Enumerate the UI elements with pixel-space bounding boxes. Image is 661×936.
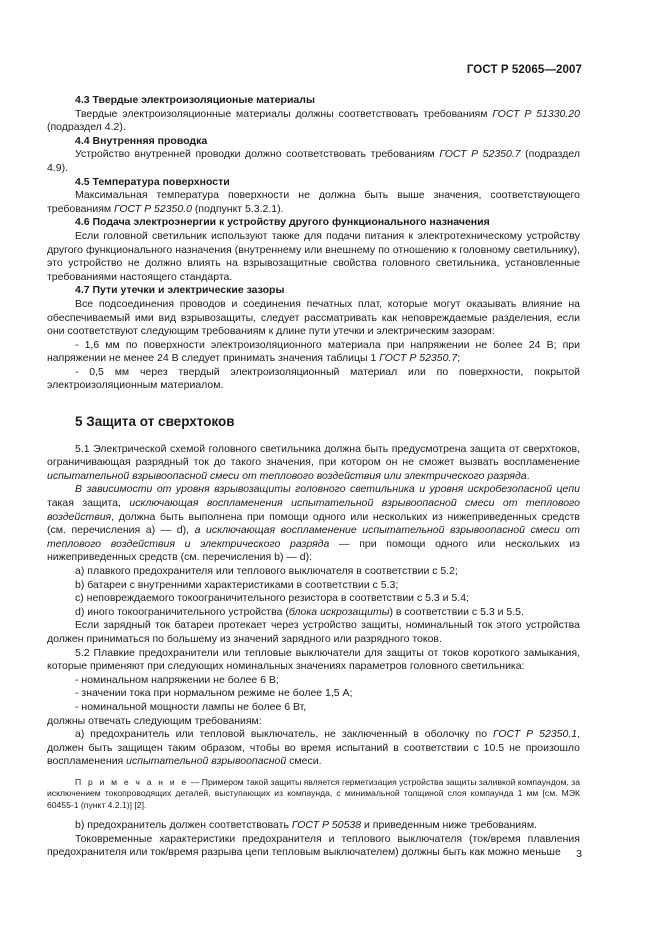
dash-item-power: - номинальной мощности лампы не более 6 Вт, — [75, 700, 307, 713]
section-4-6-title: 4.6 Подача электроэнергии к устройству другого функционального назначения — [75, 216, 490, 229]
note-label: П р и м е ч а н и е — [75, 776, 189, 787]
dash-item-voltage: - номинальном напряжении не более 6 В; — [75, 673, 279, 686]
document-id: ГОСТ Р 52065—2007 — [466, 64, 582, 76]
page-number: 3 — [576, 848, 582, 860]
section-4-7-text: Все подсоединения проводов и соединения печатных плат, которые могут оказывать влияние на обеспечиваемый ими вид взрывозащиты, следует рассматривать как неповреждаемые разделения, если они соответствуют следующим требованиям к длине пути утечки и электрическим зазорам: — [47, 297, 580, 338]
standard-ref: ГОСТ Р 52350.0 — [114, 202, 192, 215]
note — [47, 777, 580, 811]
section-4-3-text: Твердые электроизоляционные материалы должны соответствовать требованиям ГОСТ Р 51330.20 (подраздел 4.2). — [47, 107, 580, 134]
list-item-a: a) плавкого предохранителя или теплового выключателя в соответствии с 5.2; — [75, 565, 458, 577]
section-4-5-text: Максимальная температура поверхности не должна быть выше значения, соответствующего требованиям ГОСТ Р 52350.0 (подпункт 5.3.2.1). — [47, 189, 580, 215]
standard-ref: ГОСТ Р 52350.7 — [439, 148, 521, 161]
document-body — [47, 94, 580, 860]
section-4-6-text: Если головной светильник используют также для подачи питания к электротехническому устройству другого функционального назначения (внутреннему или внешнему по отношению к головному светильнику), это устройство не должно влиять на взрывозащитные свойства головного светильника, установленные требованиями настоящего стандарта. — [47, 229, 580, 283]
paragraph-protection-levels: В зависимости от уровня взрывозащиты головного светильника и уровня искробезопасной цепи такая защита, исключающая воспламенения испытательной взрывоопасной смеси от теплового воздействия, должна быть выполнена при помощи одного или нескольких из нижеприведенных средств (см. перечисления а) — d), а исключающая воспламенение испытательной взрывоопасной смеси от теплового воздействия и электрического разряда — при помощи одного или нескольких из нижеприведенных средств (см. перечисления b) — d): — [47, 483, 580, 564]
dash-item-current: - значении тока при нормальном режиме не более 1,5 А; — [75, 687, 353, 700]
section-4-4-title: 4.4 Внутренняя проводка — [75, 134, 208, 147]
requirement-b: b) предохранитель должен соответствовать ГОСТ Р 50538 и приведенным ниже требованиям. — [75, 819, 537, 832]
list-item-d: d) иного токоограничительного устройства (блока искрозащиты) в соответствии с 5.3 и 5.5. — [75, 605, 524, 618]
paragraph-battery: Если зарядный ток батареи протекает через устройство защиты, номинальный ток этого устройства должен приниматься по большему из значений зарядного или разрядного токов. — [47, 619, 580, 645]
paragraph-5-1: 5.1 Электрической схемой головного светильника должна быть предусмотрена защита от сверхтоков, ограничивающая разрядный ток до такого значения, при котором он не сможет вызвать воспламенение испытательной взрывоопасной смеси от теплового воздействия или электрического разряда. — [47, 442, 580, 482]
paragraph-requirements: должны отвечать следующим требованиям: — [47, 714, 262, 727]
standard-ref: ГОСТ Р 51330.20 — [492, 107, 580, 120]
section-4-7-title: 4.7 Пути утечки и электрические зазоры — [75, 284, 285, 297]
list-item-b: b) батареи с внутренними характеристиками в соответствии с 5.3; — [75, 578, 399, 591]
paragraph-time-current: Токовременные характеристики предохранителя и теплового выключателя (ток/время плавления предохранителя или ток/время разрыва цепи тепловым выключателем) должны быть как можно меньше — [47, 832, 580, 859]
note-text: — Примером такой защиты является герметизация устройства защиты заливкой компаундом, за исключением токопроводящих деталей, выступающих из компаунда, с минимальной толщиной слоя компаунда 1 мм [см. МЭК 60455-1 (пункт 4.2.1)] [2]. — [47, 776, 580, 810]
section-5-title: 5 Защита от сверхтоков — [75, 414, 235, 430]
section-4-7-item-1: - 1,6 мм по поверхности электроизоляционного материала при напряжении не более 24 В; при напряжении не менее 24 В следует принимать значения таблицы 1 ГОСТ Р 52350.7; — [47, 338, 580, 365]
requirement-a: a) предохранитель или тепловой выключатель, не заключенный в оболочку по ГОСТ Р 52350.1, должен быть защищен таким образом, чтобы во время испытаний в соответствии с 10.5 не произошло воспламенения испытательной взрывоопасной смеси. — [47, 728, 580, 768]
standard-ref: ГОСТ Р 52350.1 — [493, 728, 578, 741]
standard-ref: ГОСТ Р 50538 — [291, 819, 362, 832]
section-4-4-text: Устройство внутренней проводки должно соответствовать требованиям ГОСТ Р 52350.7 (подраздел 4.9). — [47, 148, 580, 174]
section-4-5-title: 4.5 Температура поверхности — [75, 175, 230, 188]
standard-ref: ГОСТ Р 52350.7 — [379, 352, 458, 365]
section-4-7-item-2: - 0,5 мм через твердый электроизоляционный материал или по поверхности, покрытой электроизоляционным материалом. — [47, 365, 580, 392]
paragraph-5-2: 5.2 Плавкие предохранители или тепловые выключатели для защиты от токов короткого замыкания, которые применяют при следующих номинальных значениях параметров головного светильника: — [47, 646, 580, 673]
list-item-c: c) неповреждаемого токоограничительного резистора в соответствии с 5.3 и 5.4; — [75, 592, 469, 605]
section-4-3-title: 4.3 Твердые электроизоляционые материалы — [75, 94, 315, 106]
